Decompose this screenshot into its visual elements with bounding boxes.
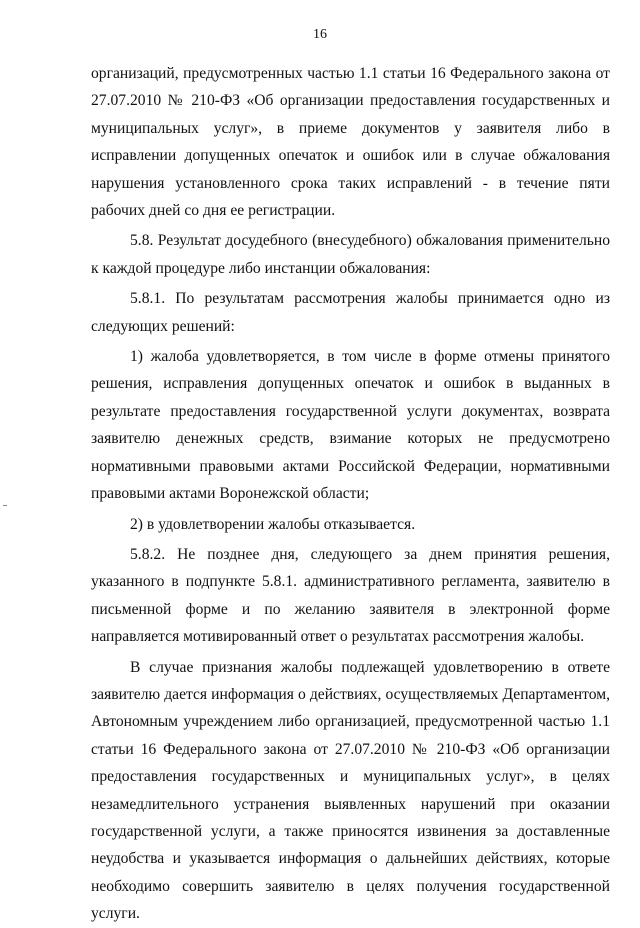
page-number: 16 <box>313 27 327 42</box>
list-item-2: 2) в удовлетворении жалобы отказывается. <box>130 515 416 533</box>
paragraph-continuation: организаций, предусмотренных частью 1.1 статьи 16 Федерального закона от 27.07.2010 № 210-ФЗ «Об организации предоставления государственных и муниципальных услуг», в приеме документов у заявителя либо в исправлении допущенных опечаток и ошибок или в случае обжалования нарушения установленного срока таких исправлений - в течение пяти рабочих дней со дня ее регистрации. <box>91 65 610 220</box>
list-item-1: 1) жалоба удовлетворяется, в том числе в форме отмены принятого решения, исправления допущенных опечаток и ошибок в выданных в результате предоставления государственной услуги документах, возврата заявителю денежных средств, взимание которых не предусмотрено нормативными правовыми актами Российской Федерации, нормативными правовыми актами Воронежской области; <box>91 348 610 503</box>
paragraph-5-8-1: 5.8.1. По результатам рассмотрения жалобы принимается одно из следующих решений: <box>91 290 610 335</box>
paragraph-satisfaction-case: В случае признания жалобы подлежащей удовлетворению в ответе заявителю дается информация о действиях, осуществляемых Департаментом, Автономным учреждением либо организацией, предусмотренной частью 1.1 статьи 16 Федерального закона от 27.07.2010 № 210-ФЗ «Об организации предоставления государственных и муниципальных услуг», в целях незамедлительного устранения выявленных нарушений при оказании государственной услуги, а также приносятся извинения за доставленные неудобства и указывается информация о дальнейших действиях, которые необходимо совершить заявителю в целях получения государственной услуги. <box>91 658 610 923</box>
paragraph-5-8-2: 5.8.2. Не позднее дня, следующего за днем принятия решения, указанного в подпункте 5.8.1. административного регламента, заявителю в письменной форме и по желанию заявителя в электронной форме направляется мотивированный ответ о результатах рассмотрения жалобы. <box>91 545 610 646</box>
document-body <box>91 60 610 928</box>
paragraph-5-8: 5.8. Результат досудебного (внесудебного) обжалования применительно к каждой процедуре либо инстанции обжалования: <box>91 232 610 277</box>
scan-margin-mark <box>3 505 7 506</box>
